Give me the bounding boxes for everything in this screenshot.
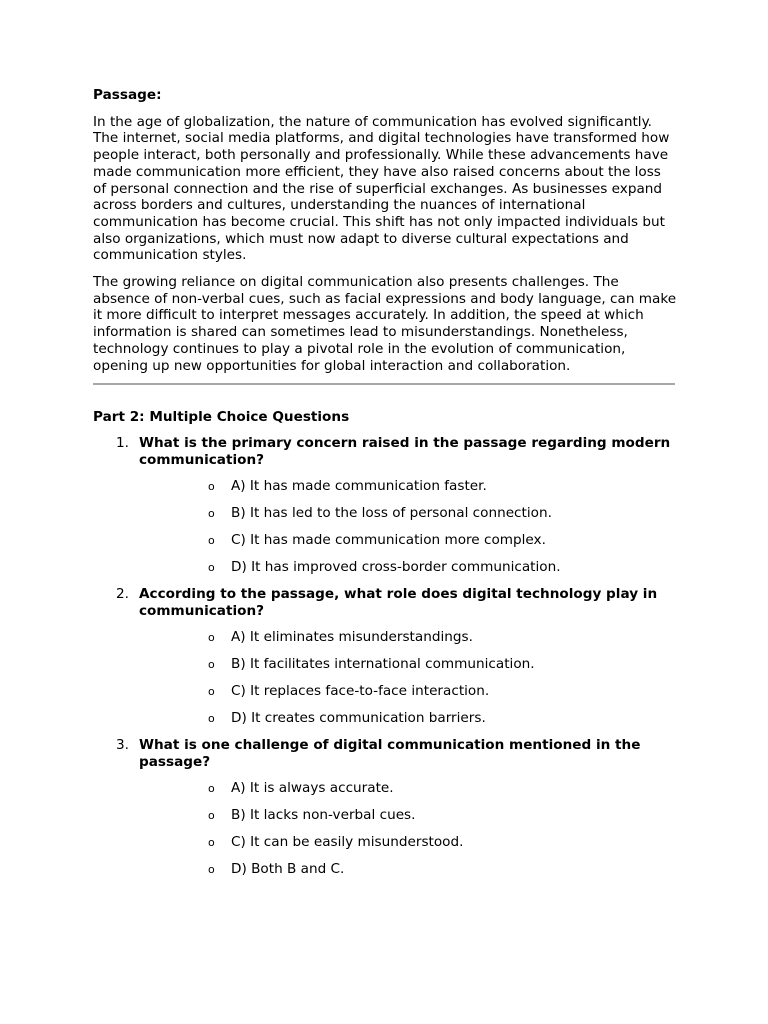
circle-bullet-icon: o bbox=[208, 863, 215, 877]
circle-bullet-icon: o bbox=[208, 480, 215, 494]
circle-bullet-icon: o bbox=[208, 631, 215, 645]
question-2 bbox=[93, 586, 678, 727]
question-text: What is one challenge of digital communication mentioned in the passage? bbox=[139, 737, 641, 770]
option-text: A) It has made communication faster. bbox=[231, 478, 487, 495]
question-1 bbox=[93, 435, 678, 576]
question-text: According to the passage, what role does digital technology play in communication? bbox=[139, 586, 658, 619]
part-2-heading: Part 2: Multiple Choice Questions bbox=[93, 409, 350, 426]
option-text: C) It has made communication more complex. bbox=[231, 532, 546, 549]
circle-bullet-icon: o bbox=[208, 809, 215, 823]
circle-bullet-icon: o bbox=[208, 836, 215, 850]
option-text: B) It facilitates international communication. bbox=[231, 656, 535, 673]
option-text: D) It has improved cross-border communication. bbox=[231, 559, 561, 576]
passage-paragraph-2: The growing reliance on digital communication also presents challenges. The absence of non-verbal cues, such as facial expressions and body language, can make it more difficult to interpret messages accurately. In addition, the speed at which information is shared can sometimes lead to misunderstandings. Nonetheless, technology continues to play a pivotal role in the evolution of communication, opening up new opportunities for global interaction and collaboration. bbox=[93, 274, 677, 374]
option-text: A) It eliminates misunderstandings. bbox=[231, 629, 473, 646]
option-text: C) It replaces face-to-face interaction. bbox=[231, 683, 490, 700]
option-text: B) It lacks non-verbal cues. bbox=[231, 807, 416, 824]
option-item bbox=[139, 834, 678, 851]
option-item bbox=[139, 683, 678, 700]
question-text: What is the primary concern raised in the passage regarding modern communication? bbox=[139, 434, 671, 468]
option-item bbox=[139, 710, 678, 727]
horizontal-divider bbox=[93, 383, 675, 385]
option-text: C) It can be easily misunderstood. bbox=[231, 834, 464, 851]
question-3 bbox=[93, 737, 678, 878]
option-item bbox=[139, 780, 678, 797]
option-item bbox=[139, 559, 678, 576]
circle-bullet-icon: o bbox=[208, 782, 215, 796]
question-number: 1. bbox=[116, 434, 129, 451]
document-content bbox=[93, 87, 678, 878]
circle-bullet-icon: o bbox=[208, 534, 215, 548]
circle-bullet-icon: o bbox=[208, 561, 215, 575]
question-number: 3. bbox=[116, 737, 129, 754]
option-item bbox=[139, 656, 678, 673]
option-item bbox=[139, 478, 678, 495]
question-number: 2. bbox=[116, 586, 129, 602]
option-item bbox=[139, 807, 678, 824]
passage-heading: Passage: bbox=[93, 87, 162, 103]
option-text: D) It creates communication barriers. bbox=[231, 710, 486, 727]
circle-bullet-icon: o bbox=[208, 507, 215, 521]
option-text: A) It is always accurate. bbox=[231, 780, 394, 797]
circle-bullet-icon: o bbox=[208, 712, 215, 726]
circle-bullet-icon: o bbox=[208, 685, 215, 699]
option-text: D) Both B and C. bbox=[231, 861, 345, 878]
option-list bbox=[139, 478, 678, 576]
circle-bullet-icon: o bbox=[208, 658, 215, 672]
option-item bbox=[139, 505, 678, 522]
option-item bbox=[139, 629, 678, 646]
option-item bbox=[139, 532, 678, 549]
option-text: B) It has led to the loss of personal connection. bbox=[231, 505, 552, 522]
option-list bbox=[139, 780, 678, 878]
option-list bbox=[139, 629, 678, 727]
option-item bbox=[139, 861, 678, 878]
passage-paragraph-1: In the age of globalization, the nature of communication has evolved significantly. The internet, social media platforms, and digital technologies have transformed how people interact, both personally and professionally. While these advancements have made communication more efficient, they have also raised concerns about the loss of personal connection and the rise of superficial exchanges. As businesses expand across borders and cultures, understanding the nuances of international communication has become crucial. This shift has not only impacted individuals but also organizations, which must now adapt to diverse cultural expectations and communication styles. bbox=[93, 113, 670, 264]
